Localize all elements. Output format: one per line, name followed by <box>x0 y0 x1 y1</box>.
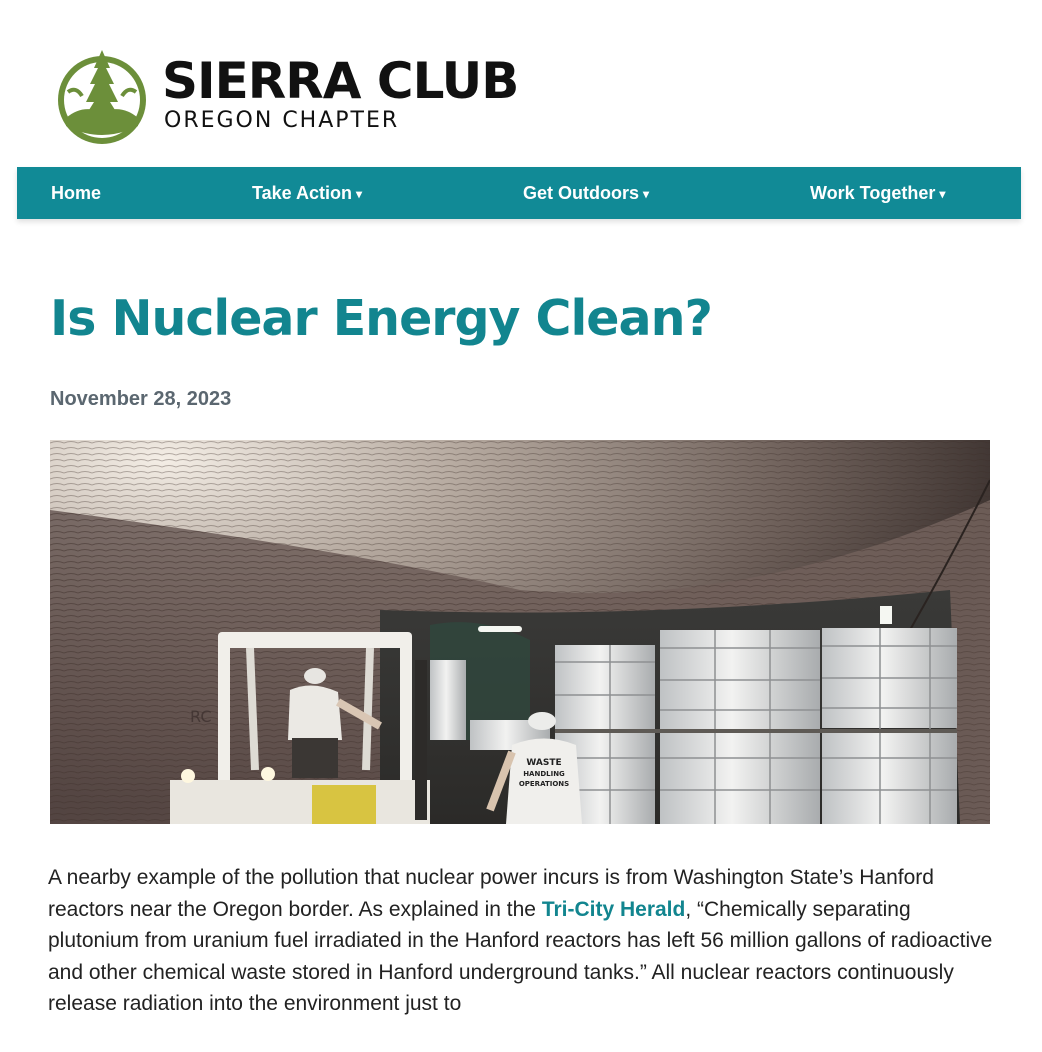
chevron-down-icon: ▾ <box>939 187 946 201</box>
nav-item-take-action[interactable] <box>252 167 362 219</box>
paragraph-text: , “Chemically separating plutonium from uranium fuel irradiated in the Hanford reactors has left 56 million gallons of radioactive and other chemical waste stored in Hanford underground tanks.” All nuclear reactors continuously release radiation into the environment just to <box>48 897 993 1015</box>
article-body <box>48 862 998 1020</box>
svg-text:HANDLING: HANDLING <box>523 770 565 778</box>
nav-item-home[interactable] <box>51 167 101 219</box>
article-hero-image <box>50 440 990 824</box>
chevron-down-icon: ▾ <box>356 187 363 201</box>
nav-item-label: Get Outdoors <box>523 183 639 203</box>
tree-in-circle-icon <box>52 46 152 146</box>
svg-text:WASTE: WASTE <box>526 758 562 768</box>
page-title: Is Nuclear Energy Clean? <box>50 290 712 347</box>
article-paragraph <box>48 862 998 1020</box>
logo-title: SIERRA CLUB <box>162 52 519 110</box>
nav-item-get-outdoors[interactable] <box>523 167 649 219</box>
logo-subtitle: OREGON CHAPTER <box>164 108 400 133</box>
svg-text:RC: RC <box>190 707 212 726</box>
nav-item-work-together[interactable] <box>810 167 945 219</box>
nav-item-label: Home <box>51 183 102 203</box>
tri-city-herald-link[interactable]: Tri-City Herald <box>541 897 686 921</box>
nav-item-label: Take Action <box>252 183 353 203</box>
main-nav <box>17 167 1021 219</box>
nav-item-label: Work Together <box>810 183 936 203</box>
svg-text:OPERATIONS: OPERATIONS <box>518 780 570 788</box>
article-date: November 28, 2023 <box>50 388 232 410</box>
paragraph-text: A nearby example of the pollution that nuclear power incurs is from Washington State’s Hanford reactors near the Oregon border. As explained in the <box>48 866 934 921</box>
site-logo[interactable] <box>52 46 519 146</box>
chevron-down-icon: ▾ <box>643 187 650 201</box>
